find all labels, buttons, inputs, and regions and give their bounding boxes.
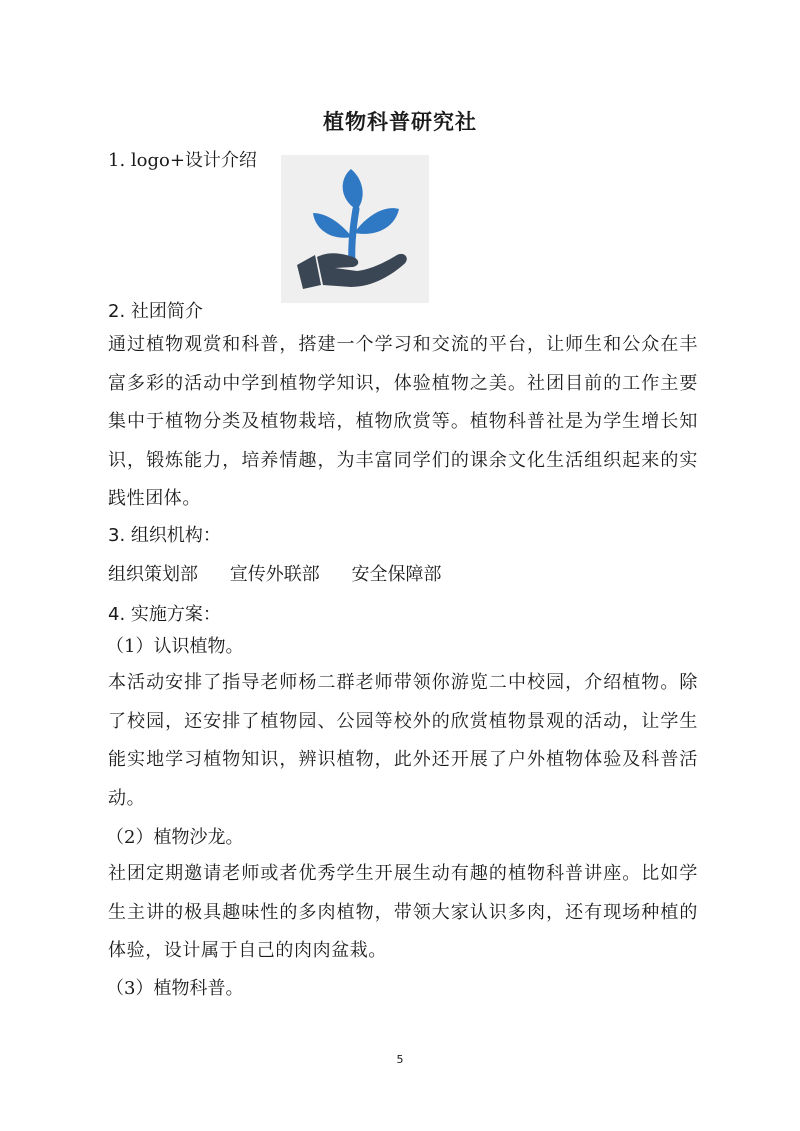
- org-departments-row: [108, 560, 467, 586]
- intro-paragraph: 通过植物观赏和科普，搭建一个学习和交流的平台，让师生和公众在丰富多彩的活动中学到植物学知识，体验植物之美。社团目前的工作主要集中于植物分类及植物栽培，植物欣赏等。植物科普社是为学生增长知识，锻炼能力，培养情趣，为丰富同学们的课余文化生活组织起来的实践性团体。: [108, 334, 698, 509]
- org-department-item: 组织策划部: [108, 564, 198, 585]
- page-title: 植物科普研究社: [323, 110, 477, 134]
- page-number: 5: [396, 1053, 404, 1066]
- hand-holding-sprout-icon: [281, 155, 429, 303]
- plan2-paragraph: 社团定期邀请老师或者优秀学生开展生动有趣的植物科普讲座。比如学生主讲的极具趣味性的多肉植物，带领大家认识多肉，还有现场种植的体验，设计属于自己的肉肉盆栽。: [108, 863, 698, 961]
- plan2-title: （2）植物沙龙。: [106, 827, 244, 848]
- org-section-heading: 3. 组织机构：: [108, 525, 221, 546]
- plan-section-heading: 4. 实施方案：: [108, 604, 221, 625]
- club-logo: [281, 155, 429, 303]
- plan1-title: （1）认识植物。: [106, 636, 244, 657]
- intro-section-heading: 2. 社团简介: [108, 301, 203, 322]
- logo-section-heading: 1. logo+设计介绍: [108, 150, 257, 171]
- plan1-paragraph: 本活动安排了指导老师杨二群老师带领你游览二中校园，介绍植物。除了校园，还安排了植物园、公园等校外的欣赏植物景观的活动，让学生能实地学习植物知识，辨识植物，此外还开展了户外植物体验及科普活动。: [108, 672, 698, 809]
- org-department-item: 安全保障部: [351, 564, 442, 585]
- org-department-item: 宣传外联部: [229, 564, 320, 585]
- plan3-title: （3）植物科普。: [106, 978, 244, 999]
